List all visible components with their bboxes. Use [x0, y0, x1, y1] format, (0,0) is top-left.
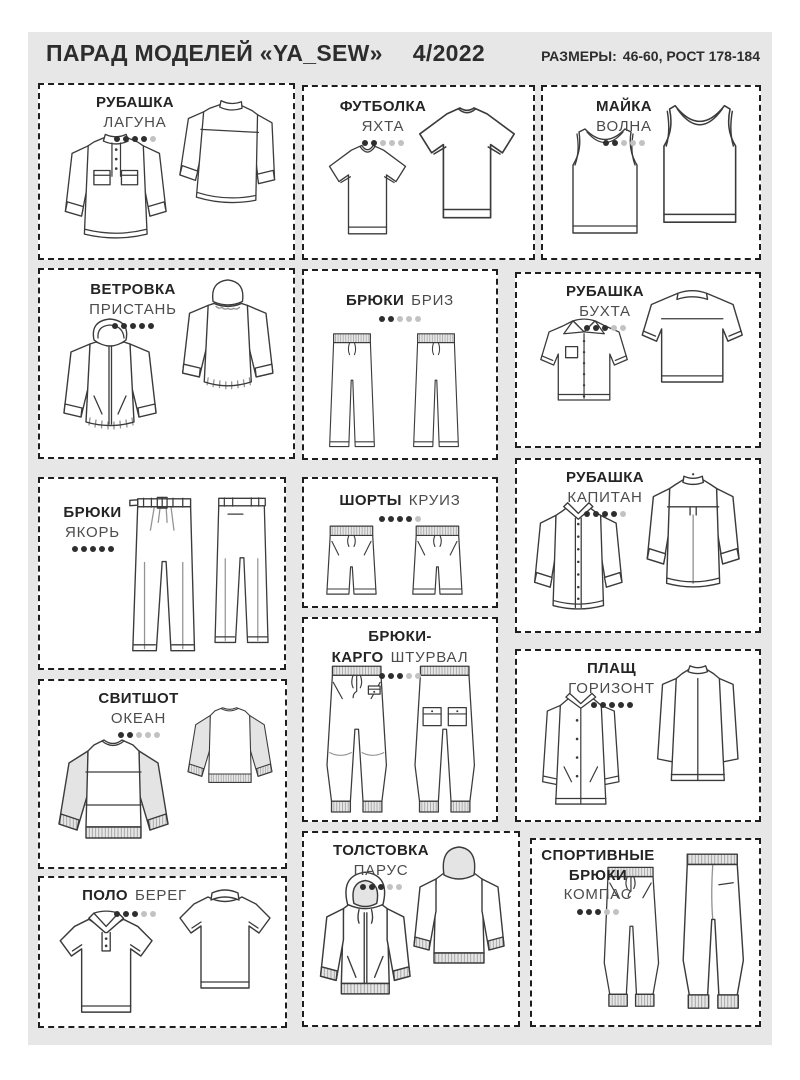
- panel-label: [539, 659, 684, 708]
- garment-name: ПРИСТАНЬ: [89, 300, 177, 318]
- difficulty-dots: [535, 325, 675, 331]
- panel-tshirt-yahta: [302, 85, 535, 260]
- difficulty-dot: [620, 325, 626, 331]
- garment-name: ОКЕАН: [110, 709, 167, 727]
- difficulty-dot: [602, 511, 608, 517]
- difficulty-dot: [397, 673, 403, 679]
- difficulty-dots: [50, 546, 135, 552]
- difficulty-dots: [538, 909, 658, 915]
- page-title-text: ПАРАД МОДЕЛЕЙ «YA_SEW»: [46, 40, 383, 66]
- difficulty-dot: [362, 140, 368, 146]
- difficulty-dot: [371, 140, 377, 146]
- panel-pants-briz: [302, 269, 498, 460]
- garment-name: ПАРУС: [353, 861, 409, 879]
- garment-type: СВИТШОТ: [98, 690, 179, 707]
- garment-type: ПЛАЩ: [586, 660, 637, 677]
- difficulty-dot: [620, 511, 626, 517]
- difficulty-dots: [60, 136, 210, 142]
- difficulty-dots: [316, 884, 446, 890]
- garment-name: ЯКОРЬ: [65, 523, 120, 541]
- panel-shirt-laguna: [38, 83, 295, 260]
- difficulty-dot: [406, 516, 412, 522]
- panel-windbreaker-pristan: [38, 268, 295, 459]
- difficulty-dot: [584, 325, 590, 331]
- difficulty-dot: [406, 673, 412, 679]
- difficulty-dot: [415, 316, 421, 322]
- difficulty-dot: [397, 316, 403, 322]
- garment-name: ЯХТА: [361, 117, 405, 135]
- difficulty-dot: [148, 323, 154, 329]
- difficulty-dots: [304, 673, 496, 679]
- sizes-info: [541, 48, 760, 64]
- panel-tank-volna: [541, 85, 761, 260]
- difficulty-dot: [591, 702, 597, 708]
- difficulty-dot: [380, 140, 386, 146]
- difficulty-dot: [611, 511, 617, 517]
- panel-label: [538, 846, 658, 915]
- panel-cargo-shturval: [302, 617, 498, 822]
- garment-type: БРЮКИ-КАРГО: [331, 628, 432, 666]
- garment-name: БЕРЕГ: [134, 887, 187, 904]
- difficulty-dot: [415, 516, 421, 522]
- difficulty-dots: [58, 323, 208, 329]
- difficulty-dots: [535, 511, 675, 517]
- difficulty-dot: [388, 316, 394, 322]
- difficulty-dot: [130, 323, 136, 329]
- page-title: [46, 40, 485, 67]
- panel-label: [50, 503, 135, 552]
- difficulty-dot: [618, 702, 624, 708]
- difficulty-dot: [398, 140, 404, 146]
- difficulty-dot: [81, 546, 87, 552]
- difficulty-dot: [602, 325, 608, 331]
- garment-type: РУБАШКА: [95, 94, 175, 111]
- difficulty-dot: [150, 911, 156, 917]
- garment-name: КОМПАС: [563, 886, 633, 903]
- garment-name: БРИЗ: [411, 292, 455, 309]
- difficulty-dot: [379, 673, 385, 679]
- difficulty-dot: [603, 140, 609, 146]
- difficulty-dot: [639, 140, 645, 146]
- difficulty-dot: [72, 546, 78, 552]
- panel-label: [316, 841, 446, 890]
- panel-sweatshirt-okean: [38, 679, 287, 869]
- difficulty-dot: [369, 884, 375, 890]
- difficulty-dot: [389, 140, 395, 146]
- difficulty-dot: [586, 909, 592, 915]
- garment-name: ГОРИЗОНТ: [568, 679, 655, 697]
- difficulty-dots: [304, 516, 496, 522]
- panel-label: [535, 468, 675, 517]
- panel-shirt-kapitan: [515, 458, 761, 633]
- garment-type: ТОЛСТОВКА: [333, 842, 429, 859]
- difficulty-dot: [388, 673, 394, 679]
- difficulty-dot: [621, 140, 627, 146]
- garment-type: ПОЛО: [82, 887, 128, 904]
- difficulty-dots: [539, 702, 684, 708]
- difficulty-dot: [593, 325, 599, 331]
- panel-label: [52, 886, 217, 917]
- panel-shorts-kruiz: [302, 477, 498, 608]
- difficulty-dot: [141, 136, 147, 142]
- garment-type: БРЮКИ: [345, 292, 405, 309]
- panel-label: [304, 627, 496, 679]
- difficulty-dot: [114, 911, 120, 917]
- difficulty-dot: [90, 546, 96, 552]
- garment-name: БУХТА: [579, 302, 631, 320]
- difficulty-dots: [52, 911, 217, 917]
- difficulty-dot: [123, 136, 129, 142]
- panel-label: [535, 282, 675, 331]
- difficulty-dot: [360, 884, 366, 890]
- difficulty-dot: [132, 136, 138, 142]
- difficulty-dot: [593, 511, 599, 517]
- difficulty-dot: [600, 702, 606, 708]
- difficulty-dot: [379, 316, 385, 322]
- difficulty-dot: [112, 323, 118, 329]
- difficulty-dot: [577, 909, 583, 915]
- garment-type: ФУТБОЛКА: [339, 98, 427, 115]
- difficulty-dot: [99, 546, 105, 552]
- garment-name: КАПИТАН: [567, 488, 643, 506]
- difficulty-dot: [108, 546, 114, 552]
- difficulty-dot: [611, 325, 617, 331]
- issue-number: 4/2022: [412, 40, 485, 66]
- difficulty-dot: [415, 673, 421, 679]
- panel-label: [66, 689, 211, 738]
- garment-type: МАЙКА: [595, 98, 653, 115]
- garment-type: СПОРТИВНЫЕ БРЮКИ: [541, 847, 655, 884]
- difficulty-dot: [118, 732, 124, 738]
- difficulty-dot: [136, 732, 142, 738]
- panel-hoodie-parus: [302, 831, 520, 1027]
- difficulty-dot: [154, 732, 160, 738]
- difficulty-dots: [318, 140, 448, 146]
- panel-shirt-buhta: [515, 272, 761, 448]
- difficulty-dot: [595, 909, 601, 915]
- sizes-value: 46-60, РОСТ 178-184: [622, 48, 760, 64]
- garment-name: ШТУРВАЛ: [390, 648, 469, 666]
- difficulty-dots: [559, 140, 689, 146]
- difficulty-dot: [387, 884, 393, 890]
- sizes-label: РАЗМЕРЫ:: [541, 48, 617, 64]
- difficulty-dots: [66, 732, 211, 738]
- panel-label: [58, 280, 208, 329]
- garment-type: РУБАШКА: [565, 283, 645, 300]
- difficulty-dot: [406, 316, 412, 322]
- panel-label: [304, 291, 496, 322]
- difficulty-dot: [114, 136, 120, 142]
- difficulty-dot: [127, 732, 133, 738]
- panel-label: [559, 97, 689, 146]
- difficulty-dot: [388, 516, 394, 522]
- garment-type: ШОРТЫ: [339, 492, 402, 509]
- difficulty-dot: [397, 516, 403, 522]
- difficulty-dot: [132, 911, 138, 917]
- difficulty-dot: [145, 732, 151, 738]
- difficulty-dot: [613, 909, 619, 915]
- difficulty-dot: [139, 323, 145, 329]
- garment-type: РУБАШКА: [565, 469, 645, 486]
- difficulty-dot: [627, 702, 633, 708]
- difficulty-dot: [396, 884, 402, 890]
- difficulty-dot: [121, 323, 127, 329]
- difficulty-dot: [630, 140, 636, 146]
- difficulty-dot: [584, 511, 590, 517]
- garment-name: ЛАГУНА: [103, 113, 167, 131]
- panel-polo-bereg: [38, 876, 287, 1028]
- panel-joggers-kompas: [530, 838, 761, 1027]
- panel-label: [304, 491, 496, 522]
- panel-label: [60, 93, 210, 142]
- panel-label: [318, 97, 448, 146]
- panel-trousers-yakor: [38, 477, 286, 670]
- difficulty-dot: [123, 911, 129, 917]
- garment-type: БРЮКИ: [63, 504, 122, 521]
- difficulty-dot: [609, 702, 615, 708]
- panel-coat-gorizont: [515, 649, 761, 822]
- difficulty-dot: [141, 911, 147, 917]
- garment-name: КРУИЗ: [408, 492, 461, 509]
- difficulty-dot: [612, 140, 618, 146]
- garment-name: ВОЛНА: [596, 117, 652, 135]
- difficulty-dot: [378, 884, 384, 890]
- difficulty-dots: [304, 316, 496, 322]
- difficulty-dot: [604, 909, 610, 915]
- difficulty-dot: [150, 136, 156, 142]
- garment-type: ВЕТРОВКА: [90, 281, 176, 298]
- difficulty-dot: [379, 516, 385, 522]
